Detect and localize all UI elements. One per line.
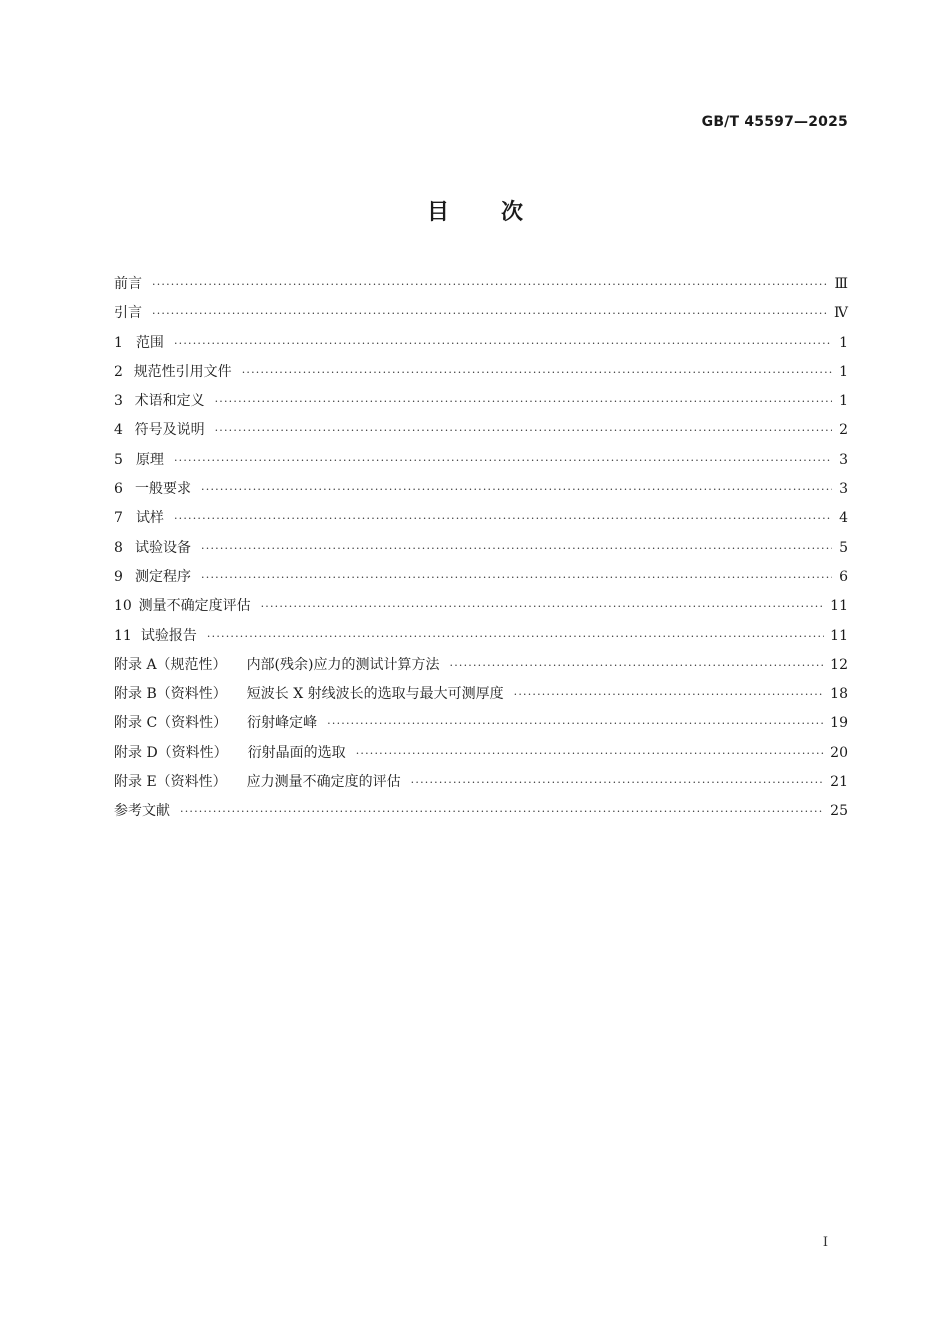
toc-entry-label: 范围 bbox=[135, 334, 164, 351]
toc-entry-3[interactable] bbox=[114, 387, 848, 416]
toc-entry-page: 20 bbox=[830, 744, 848, 761]
toc-leader-dots bbox=[201, 563, 832, 592]
toc-entry-introduction[interactable] bbox=[114, 299, 848, 328]
toc-entry-number: 1 bbox=[114, 334, 123, 351]
toc-leader-dots bbox=[180, 797, 824, 826]
toc-leader-dots bbox=[411, 768, 825, 797]
toc-entry-label: 附录 A（规范性） bbox=[114, 656, 227, 673]
toc-entry-page: 6 bbox=[839, 568, 848, 585]
toc-leader-dots bbox=[450, 651, 825, 680]
toc-entry-label: 符号及说明 bbox=[134, 422, 205, 439]
toc-entry-appendix-e[interactable] bbox=[114, 768, 848, 797]
toc-entry-1[interactable] bbox=[114, 329, 848, 358]
toc-leader-dots bbox=[207, 622, 824, 651]
toc-entry-appendix-d[interactable] bbox=[114, 739, 848, 768]
toc-leader-dots bbox=[174, 504, 832, 533]
toc-leader-dots bbox=[174, 446, 832, 475]
toc-entry-number: 3 bbox=[114, 393, 123, 410]
toc-entry-label: 试验报告 bbox=[140, 627, 197, 644]
toc-entry-page: Ⅳ bbox=[834, 305, 848, 322]
page-number: I bbox=[822, 1235, 828, 1250]
toc-leader-dots bbox=[215, 416, 832, 445]
toc-entry-6[interactable] bbox=[114, 475, 848, 504]
toc-entry-page: 1 bbox=[839, 334, 848, 351]
toc-entry-appendix-b[interactable] bbox=[114, 680, 848, 709]
toc-entry-label: 附录 C（资料性） bbox=[114, 715, 228, 732]
toc-entry-8[interactable] bbox=[114, 534, 848, 563]
toc-entry-page: 5 bbox=[839, 539, 848, 556]
toc-entry-appendix-title: 短波长 X 射线波长的选取与最大可测厚度 bbox=[246, 686, 504, 703]
toc-leader-dots bbox=[152, 299, 828, 328]
toc-entry-label: 一般要求 bbox=[135, 481, 192, 498]
toc-entry-page: 2 bbox=[839, 422, 848, 439]
toc-entry-number: 9 bbox=[114, 568, 123, 585]
toc-leader-dots bbox=[215, 387, 832, 416]
toc-entry-page: 19 bbox=[830, 715, 848, 732]
toc-entry-appendix-a[interactable] bbox=[114, 651, 848, 680]
toc-entry-appendix-title: 内部(残余)应力的测试计算方法 bbox=[246, 656, 440, 673]
toc-entry-number: 8 bbox=[114, 539, 123, 556]
toc-entry-label: 测定程序 bbox=[135, 568, 192, 585]
toc-entry-7[interactable] bbox=[114, 504, 848, 533]
toc-entry-page: 3 bbox=[839, 451, 848, 468]
toc-entry-label: 附录 E（资料性） bbox=[114, 774, 227, 791]
toc-entry-page: Ⅲ bbox=[834, 276, 848, 292]
toc-leader-dots bbox=[356, 739, 824, 768]
toc-entry-page: 12 bbox=[830, 656, 848, 673]
toc-leader-dots bbox=[201, 475, 832, 504]
toc-leader-dots bbox=[327, 709, 824, 738]
toc-entry-label: 前言 bbox=[114, 276, 142, 292]
toc-entry-label: 规范性引用文件 bbox=[133, 363, 232, 380]
toc-entry-page: 11 bbox=[830, 627, 848, 644]
toc-leader-dots bbox=[152, 270, 828, 299]
toc-entry-number: 11 bbox=[114, 627, 132, 644]
toc-entry-5[interactable] bbox=[114, 446, 848, 475]
toc-entry-page: 1 bbox=[839, 393, 848, 410]
toc-entry-11[interactable] bbox=[114, 622, 848, 651]
toc-entry-references[interactable] bbox=[114, 797, 848, 826]
toc-leader-dots bbox=[261, 592, 825, 621]
toc-entry-label: 测量不确定度评估 bbox=[138, 598, 251, 615]
toc-entry-number: 4 bbox=[114, 422, 123, 439]
toc-entry-2[interactable] bbox=[114, 358, 848, 387]
toc-entry-label: 引言 bbox=[114, 305, 142, 322]
toc-entry-10[interactable] bbox=[114, 592, 848, 621]
toc-entry-label: 附录 D（资料性） bbox=[114, 744, 228, 761]
toc-entry-page: 21 bbox=[830, 774, 848, 791]
toc-entry-label: 参考文献 bbox=[114, 803, 170, 820]
toc-entry-number: 5 bbox=[114, 451, 123, 468]
toc-entry-number: 10 bbox=[114, 598, 132, 615]
toc-entry-label: 附录 B（资料性） bbox=[114, 686, 227, 703]
toc-entry-foreword[interactable] bbox=[114, 270, 848, 299]
toc-leader-dots bbox=[242, 358, 832, 387]
toc-entry-page: 1 bbox=[839, 363, 848, 380]
toc-entry-appendix-title: 应力测量不确定度的评估 bbox=[246, 774, 401, 791]
toc-leader-dots bbox=[201, 534, 832, 563]
toc-entry-page: 25 bbox=[830, 803, 848, 820]
standard-code: GB/T 45597—2025 bbox=[701, 114, 848, 130]
toc-leader-dots bbox=[174, 329, 832, 358]
toc-entry-4[interactable] bbox=[114, 416, 848, 445]
table-of-contents bbox=[114, 270, 848, 827]
toc-entry-page: 3 bbox=[839, 481, 848, 498]
toc-entry-page: 11 bbox=[830, 598, 848, 615]
toc-title bbox=[0, 195, 950, 226]
toc-entry-label: 试样 bbox=[135, 510, 164, 527]
toc-entry-number: 6 bbox=[114, 481, 123, 498]
toc-title-part2: 次 bbox=[501, 200, 524, 225]
toc-title-part1: 目 bbox=[426, 200, 449, 225]
toc-entry-9[interactable] bbox=[114, 563, 848, 592]
toc-entry-page: 18 bbox=[830, 686, 848, 703]
toc-entry-appendix-title: 衍射峰定峰 bbox=[247, 715, 318, 732]
toc-entry-number: 7 bbox=[114, 510, 123, 527]
toc-leader-dots bbox=[514, 680, 825, 709]
toc-entry-page: 4 bbox=[839, 510, 848, 527]
toc-entry-appendix-title: 衍射晶面的选取 bbox=[247, 744, 346, 761]
toc-entry-number: 2 bbox=[114, 363, 123, 380]
toc-entry-label: 原理 bbox=[135, 451, 164, 468]
toc-entry-label: 术语和定义 bbox=[134, 393, 205, 410]
toc-entry-appendix-c[interactable] bbox=[114, 709, 848, 738]
toc-entry-label: 试验设备 bbox=[135, 539, 192, 556]
